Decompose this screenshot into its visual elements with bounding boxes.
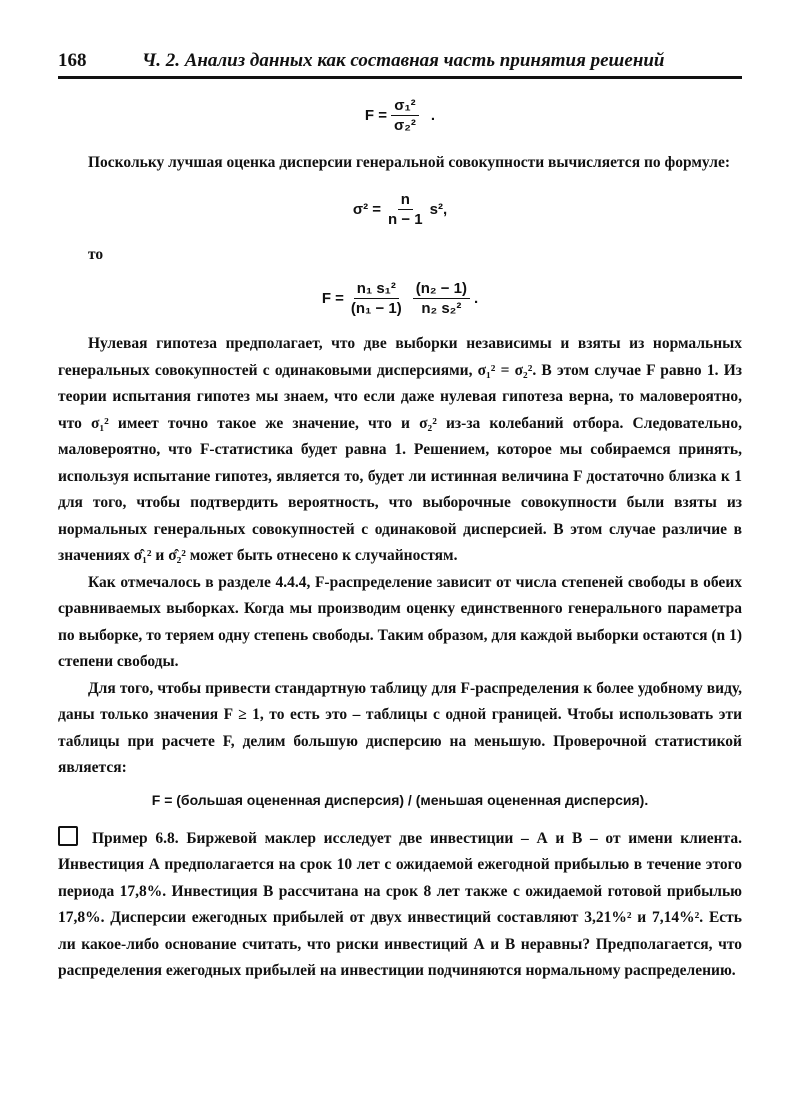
running-header (58, 50, 742, 79)
paragraph-3: Нулевая гипотеза предполагает, что две выборки независимы и взяты из нормальных генеральных совокупностей с одинаковыми дисперсиями, σ₁² = σ₂². В этом случае F равно 1. Из теории испытания гипотез мы знаем, что если даже нулевая гипотеза верна, то маловероятно, что σ₁² имеет точно такое же значение, что и σ₂² из-за колебаний отбора. Следовательно, маловероятно, что F-статистика будет равна 1. Решением, которое мы собираемся принять, используя испытание гипотез, является то, будет ли истинная величина F достаточно близка к 1 для того, чтобы подтвердить вероятность, что выборочные совокупности были взяты из нормальных генеральных совокупностей с одинаковой дисперсией. В этом случае различие в значениях σ̂₁² и σ̂₂² может быть отнесено к случайностям. (58, 335, 742, 564)
checkbox-square-icon (58, 826, 78, 846)
formula-tail: . (430, 107, 436, 124)
formula-denominator: n₂ s₂² (421, 300, 462, 317)
formula-denominator: σ₂² (394, 117, 416, 134)
formula-f-expanded (58, 280, 742, 317)
formula-f-ratio (58, 97, 742, 134)
formula-denominator: (n₁ − 1) (350, 300, 402, 317)
formula-test-statistic (58, 792, 742, 808)
formula-numerator: n (398, 191, 413, 210)
formula-fraction-2 (413, 280, 470, 317)
paragraph-5: Для того, чтобы привести стандартную таблицу для F-распределения к более удобному виду, даны только значения F ≥ 1, то есть это – таблицы с одной границей. Чтобы использовать эти таблицы при расчете F, делим большую дисперсию на меньшую. Проверочной статистикой является: (58, 679, 742, 776)
formula-variance-estimate (58, 191, 742, 228)
header-title: Ч. 2. Анализ данных как составная часть принятия решений (142, 50, 665, 71)
paragraph-4: Как отмечалось в разделе 4.4.4, F-распределение зависит от числа степеней свободы в обеих сравниваемых выборках. Когда мы производим оценку единственного генерального параметра по выборке, то теряем одну степень свободы. Таким образом, для каждой выборки остаются (n 1) степени свободы. (58, 573, 742, 670)
formula-lhs: σ² = (352, 200, 382, 218)
paragraph-2: то (88, 245, 104, 263)
formula-lhs: F = (321, 290, 344, 307)
example-text: Биржевой маклер исследует две инвестиции – А и В – от имени клиента. Инвестиция А предполагается на срок 10 лет с ожидаемой ежегодной прибылью в течение этого периода 17,8%. Инвестиция В рассчитана на срок 8 лет также с ожидаемой готовой прибылью 17,8%. Дисперсии ежегодных прибылей от двух инвестиций составляют 3,21%² и 7,14%². Есть ли какое-либо основание считать, что риски инвестиций А и В неравны? Предполагается, что распределения ежегодных прибылей на инвестиции подчиняются нормальному распределению. (58, 829, 742, 979)
formula-tail: . (473, 290, 479, 307)
formula-fraction (391, 97, 419, 134)
formula-denominator: n − 1 (388, 210, 423, 228)
formula-tail: s², (429, 200, 448, 218)
page (58, 50, 742, 985)
example-block (58, 826, 742, 985)
formula-numerator: (n₂ − 1) (413, 280, 470, 299)
example-label: Пример 6.8. (92, 829, 179, 847)
formula-numerator: σ₁² (391, 97, 418, 116)
formula-fraction-1 (348, 280, 405, 317)
page-number: 168 (58, 50, 87, 71)
formula-numerator: n₁ s₁² (354, 280, 399, 299)
formula-fraction (385, 191, 426, 228)
formula-lhs: F = (364, 107, 387, 124)
formula-text: F = (большая оцененная дисперсия) / (меньшая оцененная дисперсия). (151, 791, 649, 808)
paragraph-1: Поскольку лучшая оценка дисперсии генеральной совокупности вычисляется по формуле: (88, 154, 731, 171)
